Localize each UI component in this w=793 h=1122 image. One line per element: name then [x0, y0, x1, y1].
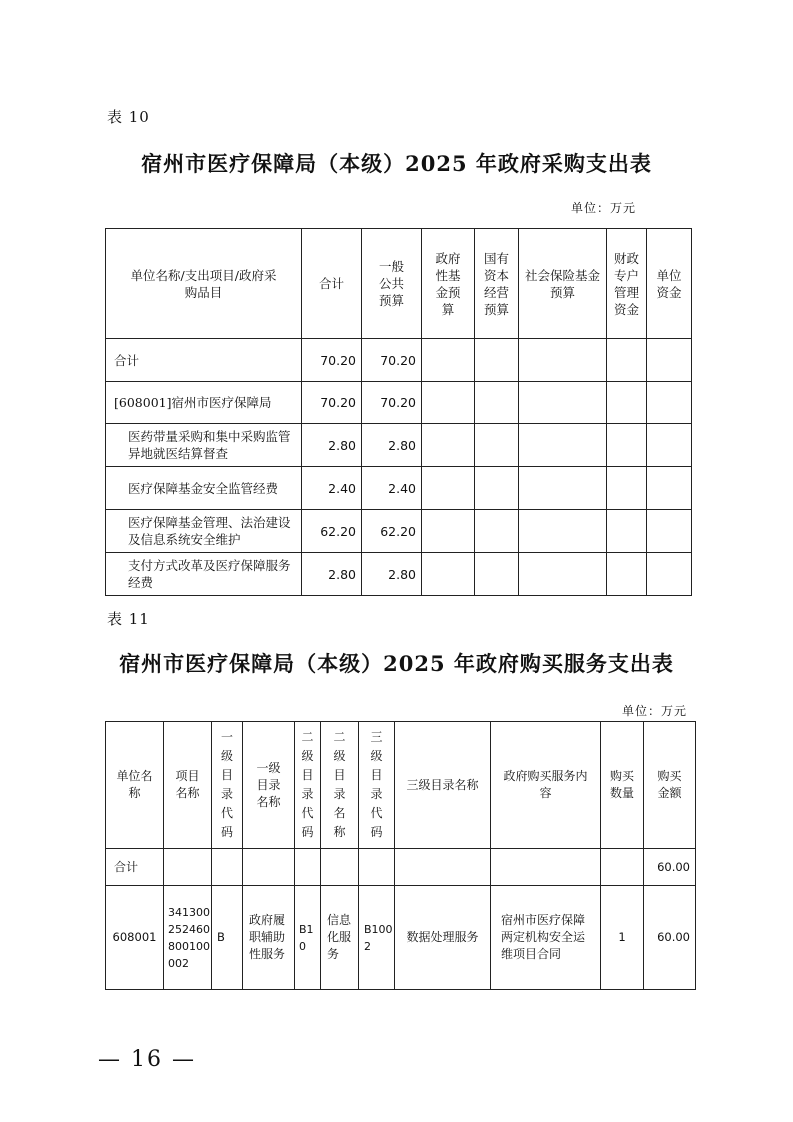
- header-l3-name: 三级目录名称: [395, 722, 491, 849]
- table-row: [106, 467, 692, 510]
- table10-unit: 单位：万元: [571, 201, 637, 215]
- row-general: 62.20: [362, 510, 422, 553]
- table11-unit: 单位：万元: [622, 704, 688, 718]
- row-project: 341300252460800100002: [164, 886, 212, 990]
- header-quantity: 购买数量: [601, 722, 644, 849]
- row-l2-name: 信息化服务: [321, 886, 359, 990]
- row-name: [608001]宿州市医疗保障局: [106, 382, 302, 424]
- service-purchase-table: [105, 721, 696, 990]
- row-name: 医疗保障基金管理、法治建设及信息系统安全维护: [106, 510, 302, 553]
- header-amount: 购买金额: [644, 722, 696, 849]
- total-label: 合计: [106, 849, 164, 886]
- row-qty: 1: [601, 886, 644, 990]
- page-number: — 16 —: [98, 1047, 196, 1072]
- row-total: 2.80: [302, 424, 362, 467]
- row-total: 2.40: [302, 467, 362, 510]
- row-general: 2.40: [362, 467, 422, 510]
- row-l3-name: 数据处理服务: [395, 886, 491, 990]
- header-l2-code: 二级目录代码: [295, 722, 321, 849]
- table10-label: 表 10: [107, 108, 150, 126]
- table-row: [106, 382, 692, 424]
- row-total: 70.20: [302, 339, 362, 382]
- row-l1-name: 政府履职辅助性服务: [243, 886, 295, 990]
- header-unit-funds: 单位资金: [647, 229, 692, 339]
- row-name: 合计: [106, 339, 302, 382]
- table-row: [106, 510, 692, 553]
- header-l2-name: 二级目录名称: [321, 722, 359, 849]
- table-row: [106, 424, 692, 467]
- row-l1-code: B: [212, 886, 243, 990]
- header-state-capital: 国有资本经营预算: [475, 229, 519, 339]
- row-l3-code: B1002: [359, 886, 395, 990]
- row-name: 医药带量采购和集中采购监管异地就医结算督查: [106, 424, 302, 467]
- table-row: [106, 339, 692, 382]
- table10-title: 宿州市医疗保障局（本级）2025 年政府采购支出表: [141, 151, 652, 176]
- header-project-name: 项目名称: [164, 722, 212, 849]
- header-fiscal-account: 财政专户管理资金: [607, 229, 647, 339]
- table11-title: 宿州市医疗保障局（本级）2025 年政府购买服务支出表: [119, 651, 674, 676]
- row-name: 支付方式改革及医疗保障服务经费: [106, 553, 302, 596]
- row-general: 2.80: [362, 553, 422, 596]
- procurement-table: [105, 228, 692, 596]
- header-l3-code: 三级目录代码: [359, 722, 395, 849]
- table11-label: 表 11: [107, 610, 150, 628]
- header-unit-name: 单位名称: [106, 722, 164, 849]
- table-header-row: [106, 722, 696, 849]
- table-row: [106, 553, 692, 596]
- row-total: 2.80: [302, 553, 362, 596]
- row-general: 70.20: [362, 382, 422, 424]
- total-row: [106, 849, 696, 886]
- header-general-budget: 一般公共预算: [362, 229, 422, 339]
- table-header-row: [106, 229, 692, 339]
- row-content: 宿州市医疗保障两定机构安全运维项目合同: [491, 886, 601, 990]
- header-l1-code: 一级目录代码: [212, 722, 243, 849]
- total-amount: 60.00: [644, 849, 696, 886]
- row-l2-code: B10: [295, 886, 321, 990]
- header-unit-name: 单位名称/支出项目/政府采购品目: [106, 229, 302, 339]
- row-total: 62.20: [302, 510, 362, 553]
- header-service-content: 政府购买服务内容: [491, 722, 601, 849]
- row-total: 70.20: [302, 382, 362, 424]
- header-l1-name: 一级目录名称: [243, 722, 295, 849]
- header-social-insurance: 社会保险基金预算: [519, 229, 607, 339]
- row-general: 2.80: [362, 424, 422, 467]
- row-name: 医疗保障基金安全监管经费: [106, 467, 302, 510]
- row-amount: 60.00: [644, 886, 696, 990]
- row-unit: 608001: [106, 886, 164, 990]
- header-total: 合计: [302, 229, 362, 339]
- header-fund-budget: 政府性基金预算: [422, 229, 475, 339]
- row-general: 70.20: [362, 339, 422, 382]
- table-row: [106, 886, 696, 990]
